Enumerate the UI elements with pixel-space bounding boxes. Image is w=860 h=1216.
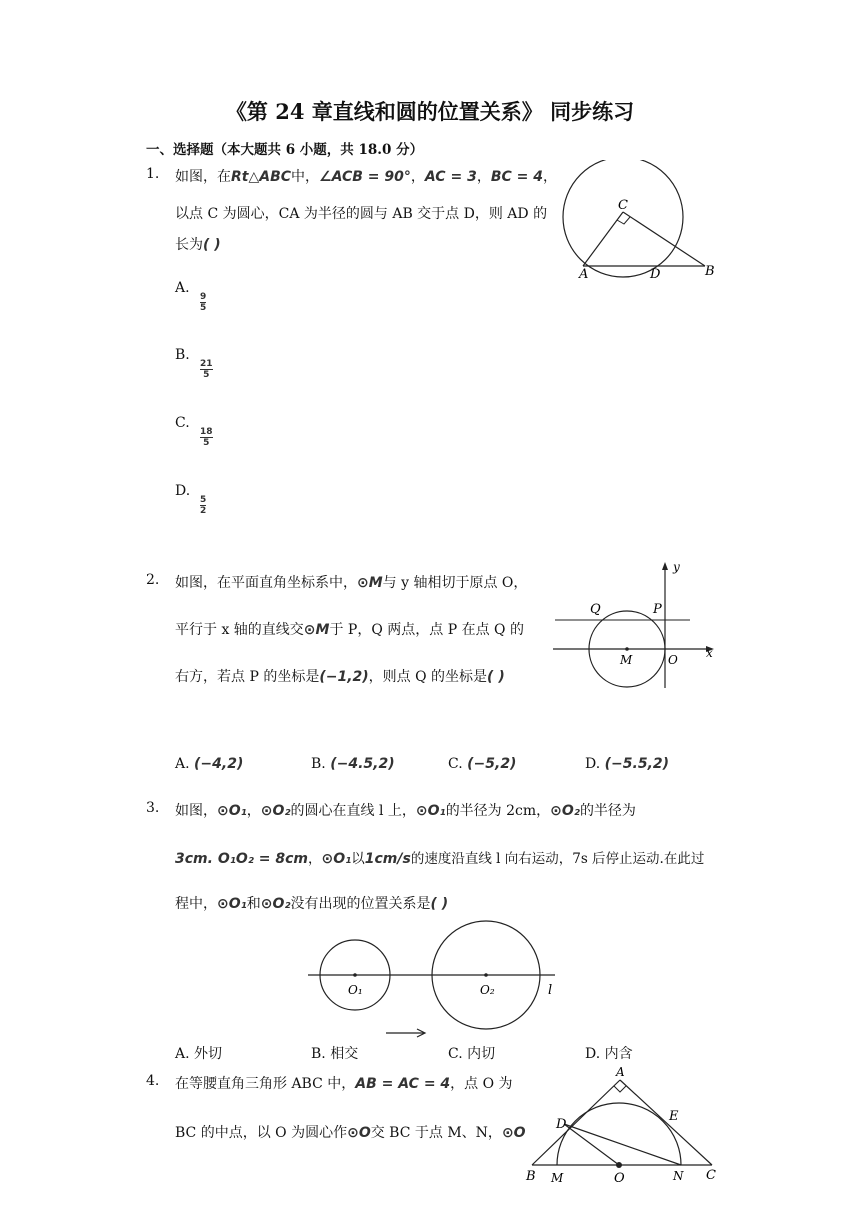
- q2-figure: [550, 558, 720, 693]
- q3-line2: 3cm. O₁O₂ = 8cm，⊙O₁以1cm/s的速度沿直线 l 向右运动，7s 后停止运动.在此过: [175, 851, 705, 867]
- q1-figure: [555, 160, 725, 285]
- q1-line1: 如图，在Rt△ABC中，∠ACB = 90°，AC = 3，BC = 4，: [175, 169, 557, 185]
- q2-option-a[interactable]: A. (−4,2): [175, 756, 244, 772]
- label-o1: O₁: [348, 983, 363, 997]
- label-c: C: [618, 198, 628, 213]
- label-p: P: [653, 602, 662, 617]
- label-b: B: [705, 264, 715, 279]
- q3-number: 3.: [146, 800, 160, 816]
- label-o: O: [614, 1171, 625, 1186]
- label-c: C: [706, 1168, 716, 1183]
- q4-figure: [520, 1058, 720, 1188]
- q4-number: 4.: [146, 1073, 160, 1089]
- q2-number: 2.: [146, 572, 160, 588]
- label-m: M: [620, 653, 633, 667]
- q3-line3: 程中，⊙O₁和⊙O₂没有出现的位置关系是( ): [175, 896, 449, 912]
- label-l: l: [548, 983, 553, 998]
- q3-option-a[interactable]: A. 外切: [175, 1046, 223, 1062]
- label-a: A: [579, 267, 589, 282]
- q1-option-d[interactable]: D. 5 2: [175, 483, 207, 516]
- q1-option-b[interactable]: B. 21 5: [175, 347, 213, 380]
- page-title: 《第 24 章直线和圆的位置关系》 同步练习: [225, 99, 635, 124]
- label-n: N: [673, 1169, 684, 1183]
- label-m: M: [551, 1171, 564, 1185]
- q1-line3: 长为( ): [175, 237, 221, 253]
- label-y: y: [673, 560, 680, 574]
- label-b: B: [526, 1169, 536, 1184]
- q2-line2: 平行于 x 轴的直线交⊙M于 P，Q 两点，点 P 在点 Q 的: [175, 622, 524, 638]
- q1-option-c[interactable]: C. 18 5: [175, 415, 213, 448]
- q3-option-c[interactable]: C. 内切: [448, 1046, 496, 1062]
- q3-option-b[interactable]: B. 相交: [311, 1046, 359, 1062]
- q3-line1: 如图，⊙O₁，⊙O₂的圆心在直线 l 上，⊙O₁的半径为 2cm，⊙O₂的半径为: [175, 803, 636, 819]
- q1-number: 1.: [146, 166, 160, 182]
- label-o2: O₂: [480, 983, 495, 997]
- q2-line1: 如图，在平面直角坐标系中，⊙M与 y 轴相切于原点 O，: [175, 575, 528, 591]
- q1-option-a[interactable]: A. 9 5: [175, 280, 207, 313]
- label-x: x: [706, 646, 713, 660]
- label-d: D: [650, 267, 661, 282]
- q2-option-d[interactable]: D. (−5.5,2): [585, 756, 670, 772]
- label-o: O: [668, 653, 678, 667]
- label-a: A: [616, 1065, 625, 1079]
- label-q: Q: [590, 602, 601, 617]
- q3-figure: [300, 918, 570, 1043]
- label-e: E: [669, 1109, 679, 1124]
- section-heading: 一、选择题（本大题共 6 小题，共 18.0 分）: [146, 142, 424, 158]
- q4-line1: 在等腰直角三角形 ABC 中，AB = AC = 4，点 O 为: [175, 1076, 513, 1092]
- label-d: D: [556, 1117, 567, 1132]
- q3-option-d[interactable]: D. 内含: [585, 1046, 633, 1062]
- q4-line2: BC 的中点，以 O 为圆心作⊙O交 BC 于点 M、N，⊙O: [175, 1125, 526, 1141]
- q2-option-c[interactable]: C. (−5,2): [448, 756, 517, 772]
- q2-line3: 右方，若点 P 的坐标是(−1,2)，则点 Q 的坐标是( ): [175, 669, 505, 685]
- q1-line2: 以点 C 为圆心，CA 为半径的圆与 AB 交于点 D，则 AD 的: [175, 206, 548, 222]
- q2-option-b[interactable]: B. (−4.5,2): [311, 756, 395, 772]
